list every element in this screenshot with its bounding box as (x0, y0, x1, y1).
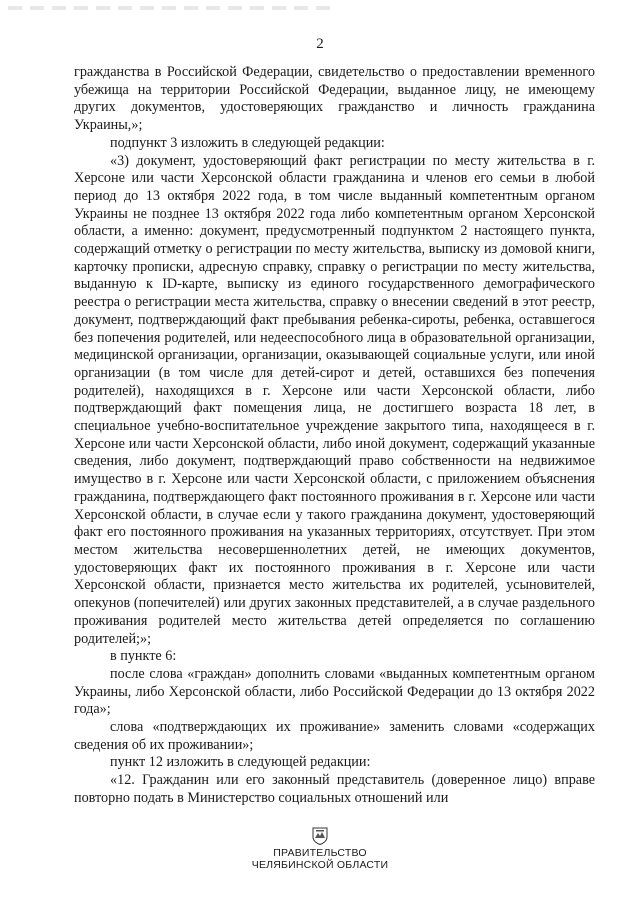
paragraph: пункт 12 изложить в следующей редакции: (110, 754, 371, 771)
document-body (74, 64, 595, 808)
paragraph: слова «подтверждающих их проживание» заменить словами «содержащих сведения об их проживании»; (74, 719, 595, 753)
scan-artifact (8, 6, 338, 10)
coat-of-arms-icon (312, 827, 328, 845)
footer-line-2: ЧЕЛЯБИНСКОЙ ОБЛАСТИ (251, 859, 389, 871)
paragraph: гражданства в Российской Федерации, свидетельство о предоставлении временного убежища на территории Российской Федерации, выданное лицу, не имеющему других документов, удостоверяющих гражданство и личность гражданина Украины,»; (74, 64, 595, 134)
paragraph: «12. Гражданин или его законный представитель (доверенное лицо) вправе повторно подать в Министерство социальных отношений или (74, 772, 595, 806)
footer-stamp (0, 827, 640, 871)
paragraph: подпункт 3 изложить в следующей редакции: (110, 134, 385, 151)
paragraph: «3) документ, удостоверяющий факт регистрации по месту жительства в г. Херсоне или части Херсонской области гражданина и членов его семьи в любой период до 13 октября 2022 года, в том числе выданный компетентным органом Украины не позднее 13 октября 2022 года либо компетентным органом Херсонской области, а именно: документ, предусмотренный подпунктом 2 настоящего пункта, содержащий отметку о регистрации по месту жительства, выписку из домовой книги, карточку прописки, адресную справку, справку о регистрации по месту жительства, выданную к ID-карте, выписку из единого государственного демографического реестра о регистрации места жительства, справку о внесении сведений в этот реестр, документ, подтверждающий факт пребывания ребенка-сироты, ребенка, оставшегося без попечения родителей, или недееспособного лица в образовательной организации, медицинской организации, организации, оказывающей социальные услуги, или иной организации (в том числе для детей-сирот и детей, оставшихся без попечения родителей), находящихся в г. Херсоне или части Херсонской области, либо подтверждающий факт помещения лица, не достигшего возраста 18 лет, в специальное учебно-воспитательное учреждение закрытого типа, находящееся в г. Херсоне или части Херсонской области, либо иной документ, содержащий указанные сведения, либо документ, подтверждающий право собственности на недвижимое имущество в г. Херсоне или части Херсонской области, с приложением объяснения гражданина, подтверждающего факт постоянного проживания в г. Херсоне или части Херсонской области, в случае если у такого гражданина документ, удостоверяющий факт его постоянного проживания на указанных территориях, отсутствует. При этом местом жительства несовершеннолетних детей, не имеющих документов, удостоверяющих факт их постоянного проживания в г. Херсоне или части Херсонской области, признается место жительства их родителей, усыновителей, опекунов (попечителей) или других законных представителей, а в случае раздельного проживания родителей место жительства детей определяется по соглашению родителей;»; (74, 152, 595, 647)
paragraph: в пункте 6: (110, 648, 177, 665)
footer-line-1: ПРАВИТЕЛЬСТВО (273, 847, 367, 859)
paragraph: после слова «граждан» дополнить словами «выданных компетентным органом Украины, либо Херсонской области, либо Российской Федерации до 13 октября 2022 года»; (74, 665, 595, 718)
page-number: 2 (316, 36, 324, 52)
